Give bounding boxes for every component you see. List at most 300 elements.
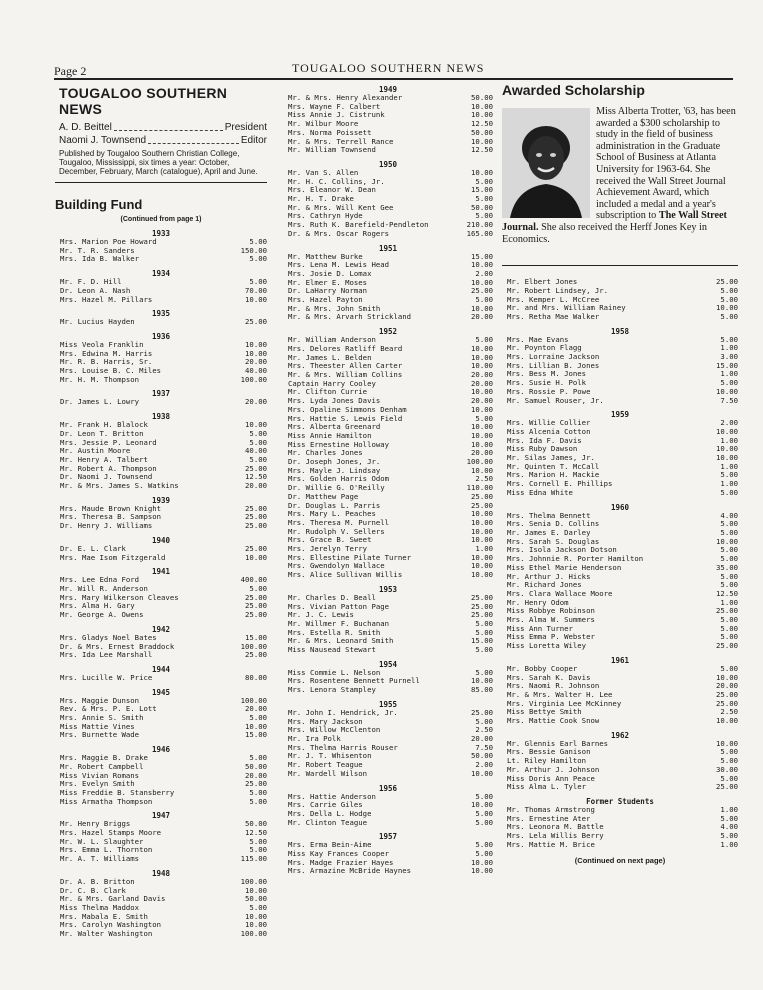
donor-row: [283, 629, 493, 638]
year-group: [55, 309, 267, 327]
donor-row: [55, 465, 267, 474]
donor-name: Mrs. Alma W. Summers: [507, 616, 595, 625]
donor-row: [283, 819, 493, 828]
donation-amount: 25.00: [716, 698, 738, 708]
donation-amount: 10.00: [471, 352, 493, 362]
donor-row: [502, 573, 738, 582]
donor-name: Mrs. Alma H. Gary: [60, 602, 135, 611]
donor-name: Mrs. Hazel Payton: [288, 296, 363, 305]
year-heading: 1945: [151, 687, 171, 697]
donor-row: [502, 616, 738, 625]
donor-row: [55, 398, 267, 407]
donor-row: [55, 651, 267, 660]
donor-row: [283, 178, 493, 187]
donor-row: [283, 432, 493, 441]
donation-amount: 25.00: [716, 606, 738, 616]
donation-amount: 5.00: [720, 294, 738, 304]
donation-amount: 2.50: [475, 725, 493, 735]
donor-row: [283, 111, 493, 120]
donor-row: [283, 536, 493, 545]
donor-name: Mr. & Mrs. William Collins: [288, 370, 403, 379]
donation-amount: 5.00: [475, 667, 493, 677]
donor-name: Mrs. Ruth K. Barefield-Pendleton: [288, 221, 429, 230]
year-heading: 1942: [151, 624, 171, 634]
donation-amount: 15.00: [471, 251, 493, 261]
donation-amount: 5.00: [720, 632, 738, 642]
year-group: [55, 811, 267, 864]
donation-amount: 5.00: [249, 836, 267, 846]
donation-amount: 2.00: [475, 760, 493, 770]
column-2: [283, 85, 493, 876]
donor-row: [283, 554, 493, 563]
donor-row: [283, 287, 493, 296]
donor-name: Mrs. Gwendolyn Wallace: [288, 562, 385, 571]
staff-row: [59, 134, 267, 147]
donation-amount: 110.00: [466, 483, 493, 493]
donation-amount: 5.00: [720, 615, 738, 625]
donor-row: [55, 513, 267, 522]
donor-name: Mrs. Willie Collier: [507, 419, 591, 428]
donor-name: Mrs. Emma L. Thornton: [60, 846, 153, 855]
donor-name: Mr. Robert Lindsey, Jr.: [507, 286, 609, 295]
year-group: [502, 410, 738, 497]
donor-row: [283, 850, 493, 859]
donation-amount: 5.00: [475, 618, 493, 628]
year-heading: 1933: [151, 229, 171, 238]
donation-amount: 10.00: [471, 676, 493, 686]
year-group: [283, 244, 493, 323]
donor-name: Dr. Matthew Page: [288, 492, 359, 501]
year-heading: 1961: [610, 655, 630, 665]
donor-name: Mrs. Clara Wallace Moore: [507, 589, 613, 598]
donor-name: Mrs. Golden Harris Odom: [288, 475, 390, 484]
year-group: [502, 278, 738, 322]
donor-row: [55, 921, 267, 930]
donor-row: [283, 528, 493, 537]
donor-row: [283, 212, 493, 221]
donor-row: [283, 253, 493, 262]
donor-row: [283, 475, 493, 484]
donor-name: Mrs. Jerelyn Terry: [288, 545, 368, 554]
donation-amount: 100.00: [240, 929, 267, 939]
donor-row: [283, 545, 493, 554]
donation-amount: 100.00: [240, 641, 267, 651]
donation-amount: 10.00: [471, 552, 493, 562]
donation-amount: 5.00: [720, 334, 738, 344]
donor-name: Mr. Samuel Rouser, Jr.: [507, 396, 604, 405]
donor-name: Miss Alcenia Cotton: [507, 427, 591, 436]
donor-name: Dr. Leon A. Nash: [60, 286, 131, 295]
donor-row: [55, 238, 267, 247]
donor-row: [502, 480, 738, 489]
donation-amount: 1.00: [720, 369, 738, 379]
donation-amount: 165.00: [466, 228, 493, 238]
donor-name: Mrs. Hazel M. Pillars: [60, 295, 153, 304]
donation-amount: 80.00: [245, 672, 267, 682]
donation-amount: 20.00: [245, 704, 267, 714]
donor-row: [502, 463, 738, 472]
donor-name: Mrs. Rossie P. Powe: [507, 387, 591, 396]
year-heading: 1960: [610, 502, 630, 512]
donation-amount: 5.00: [249, 277, 267, 287]
page-label: Page 2: [54, 64, 87, 78]
donation-amount: 1.00: [720, 839, 738, 849]
donation-amount: 10.00: [471, 260, 493, 270]
donor-name: Dr. Naomi J. Townsend: [60, 473, 153, 482]
donor-name: Mrs. Hattie S. Lewis Field: [288, 414, 403, 423]
donor-row: [55, 878, 267, 887]
year-group: [55, 229, 267, 264]
donation-amount: 1.00: [720, 461, 738, 471]
donor-name: Miss Loretta Wiley: [507, 642, 587, 651]
year-group: [283, 85, 493, 155]
year-heading: 1947: [151, 811, 171, 821]
donor-name: Mr. Willmer F. Buchanan: [288, 619, 390, 628]
donor-row: [502, 313, 738, 322]
donor-name: Mrs. Ida F. Davis: [507, 436, 582, 445]
donor-row: [55, 430, 267, 439]
donation-amount: 5.00: [249, 583, 267, 593]
donor-row: [502, 287, 738, 296]
donor-row: [283, 441, 493, 450]
donor-row: [502, 682, 738, 691]
donation-amount: 10.00: [471, 561, 493, 571]
donor-row: [55, 772, 267, 781]
donor-name: Mrs. Burnette Wade: [60, 731, 140, 740]
donation-amount: 25.00: [471, 707, 493, 717]
donor-row: [502, 665, 738, 674]
year-heading: 1941: [151, 567, 171, 577]
donor-name: Mr. Henry A. Talbert: [60, 455, 148, 464]
year-heading: 1958: [610, 326, 630, 336]
donation-amount: 10.00: [471, 136, 493, 146]
donor-name: Mrs. Sarah S. Douglas: [507, 537, 600, 546]
donor-row: [502, 783, 738, 792]
year-heading: 1952: [378, 327, 398, 337]
donor-name: Captain Harry Cooley: [288, 379, 376, 388]
donor-row: [502, 708, 738, 717]
donation-amount: 20.00: [471, 448, 493, 458]
donor-name: Miss Alma L. Tyler: [507, 783, 587, 792]
donation-amount: 40.00: [245, 446, 267, 456]
donor-name: Mrs. Maude Brown Knight: [60, 504, 162, 513]
donor-name: Mrs. Bess M. Jones: [507, 370, 587, 379]
donor-row: [55, 473, 267, 482]
journal-name: The Wall Street Journal.: [502, 210, 727, 233]
year-group: [283, 327, 493, 580]
year-group: [55, 745, 267, 806]
donation-amount: 85.00: [471, 685, 493, 695]
donor-name: Dr. E. L. Clark: [60, 544, 126, 553]
donation-amount: 100.00: [466, 457, 493, 467]
donor-name: Miss Ernestine Holloway: [288, 440, 390, 449]
donation-amount: 7.50: [475, 742, 493, 752]
donation-amount: 50.00: [245, 761, 267, 771]
donor-row: [283, 415, 493, 424]
donor-name: Mr. James E. Darley: [507, 529, 591, 537]
donation-amount: 10.00: [471, 800, 493, 810]
donation-amount: 10.00: [245, 885, 267, 895]
donor-row: [55, 482, 267, 491]
scholarship-text-part: Miss Alberta Trotter, '63, has been awarded a $300 scholarship to study in the field of business administration in the Graduate School of Business at Atlanta University for 1963-64. She received the Wall Street Journal Achievement Award, which included a medal and a year's subscription to: [596, 106, 736, 222]
donation-amount: 25.00: [716, 782, 738, 792]
staff-list: [59, 121, 267, 147]
donation-amount: 10.00: [471, 404, 493, 414]
donor-row: [55, 674, 267, 683]
donation-amount: 115.00: [240, 854, 267, 864]
donor-row: [502, 625, 738, 634]
donor-row: [283, 388, 493, 397]
donor-name: Mr. Robert A. Thompson: [60, 464, 157, 473]
donation-amount: 10.00: [471, 526, 493, 536]
donation-amount: 25.00: [471, 601, 493, 611]
donation-amount: 5.00: [720, 519, 738, 529]
donor-list-col3: [502, 278, 738, 849]
donor-name: Mr. Henry Briggs: [60, 820, 131, 829]
dash-leader: [114, 121, 223, 131]
donor-name: Mrs. Norma Poissett: [288, 128, 372, 137]
year-group: [283, 832, 493, 876]
donor-name: Mrs. Cornell E. Phillips: [507, 480, 613, 489]
donation-amount: 12.50: [245, 828, 267, 838]
donor-name: Miss Mattie Vines: [60, 722, 135, 731]
donor-name: Mr. George A. Owens: [60, 611, 144, 620]
donation-amount: 25.00: [716, 689, 738, 699]
donation-amount: 10.00: [471, 101, 493, 111]
donation-amount: 10.00: [716, 738, 738, 748]
donor-name: Mrs. Annie S. Smith: [60, 714, 144, 723]
donation-amount: 10.00: [716, 444, 738, 454]
donor-row: [55, 643, 267, 652]
donation-amount: 20.00: [471, 378, 493, 388]
donor-row: [55, 376, 267, 385]
donor-name: Mrs. Madge Frazier Hayes: [288, 858, 394, 867]
donation-amount: 210.00: [466, 220, 493, 230]
donor-row: [283, 103, 493, 112]
donation-amount: 15.00: [471, 636, 493, 646]
donor-row: [502, 633, 738, 642]
donor-name: Miss Ann Turner: [507, 624, 573, 633]
donation-amount: 5.00: [475, 295, 493, 305]
donation-amount: 5.00: [720, 487, 738, 497]
donor-name: Mr. and Mrs. William Rainey: [507, 304, 626, 313]
donor-row: [283, 230, 493, 239]
year-group: [502, 327, 738, 406]
donor-name: Mrs. Alice Sullivan Willis: [288, 571, 403, 580]
donation-amount: 5.00: [249, 796, 267, 806]
donor-row: [55, 350, 267, 359]
donor-name: Mrs. Opaline Simmons Denham: [288, 405, 407, 414]
donor-row: [283, 502, 493, 511]
year-group: [55, 869, 267, 939]
donor-name: Mr. Lucius Hayden: [60, 318, 135, 327]
donor-row: [283, 718, 493, 727]
donor-name: Mrs. Theresa B. Sampson: [60, 513, 162, 522]
donor-name: Miss Emma P. Webster: [507, 633, 595, 642]
donor-row: [283, 279, 493, 288]
donor-row: [55, 887, 267, 896]
year-group: [283, 784, 493, 828]
donor-row: [283, 594, 493, 603]
donor-row: [55, 855, 267, 864]
donor-name: Mr. Poynton Flagg: [507, 344, 582, 353]
donation-amount: 10.00: [471, 110, 493, 120]
donation-amount: 25.00: [471, 491, 493, 501]
donation-amount: 20.00: [245, 357, 267, 367]
donor-row: [502, 296, 738, 305]
donor-name: Mr. F. D. Hill: [60, 278, 122, 287]
donor-name: Mrs. Evelyn Smith: [60, 780, 135, 789]
donor-name: Mrs. Lillian B. Jones: [507, 361, 600, 370]
donor-row: [283, 204, 493, 213]
donor-row: [55, 731, 267, 740]
donation-amount: 5.00: [720, 378, 738, 388]
donor-name: Mrs. Leonora M. Battle: [507, 823, 604, 832]
donor-name: Dr. Willie G. O'Reilly: [288, 484, 385, 493]
donor-row: [502, 370, 738, 379]
donation-amount: 12.50: [471, 145, 493, 155]
donation-amount: 20.00: [245, 397, 267, 407]
donor-row: [283, 752, 493, 761]
donor-row: [502, 700, 738, 709]
donor-row: [55, 594, 267, 603]
donor-row: [502, 353, 738, 362]
donor-name: Dr. & Mrs. Ernest Braddock: [60, 642, 175, 651]
donor-row: [283, 620, 493, 629]
donor-name: Miss Veola Franklin: [60, 340, 144, 349]
donor-name: Mr. William Townsend: [288, 146, 376, 155]
donation-amount: 5.00: [720, 747, 738, 757]
donor-row: [55, 820, 267, 829]
donation-amount: 10.00: [471, 866, 493, 876]
donor-row: [502, 555, 738, 564]
donor-name: Mrs. Erma Bein-Aime: [288, 841, 372, 850]
year-heading: 1940: [151, 535, 171, 545]
donation-amount: 5.00: [720, 663, 738, 673]
donor-name: Mr. W. L. Slaughter: [60, 837, 144, 846]
donor-name: Mrs. Ernestine Ater: [507, 814, 591, 823]
donor-name: Mrs. Mae Evans: [507, 335, 569, 344]
donation-amount: 150.00: [240, 245, 267, 255]
donor-row: [502, 520, 738, 529]
donation-amount: 15.00: [471, 185, 493, 195]
donation-amount: 1.00: [720, 804, 738, 814]
donor-name: Mr. & Mrs. Will Kent Gee: [288, 203, 394, 212]
donor-name: Mrs. Mabala E. Smith: [60, 912, 148, 921]
donor-name: Mr. J. T. Whisenton: [288, 752, 372, 761]
donation-amount: 10.00: [716, 672, 738, 682]
donor-name: Mr. John I. Hendrick, Jr.: [288, 708, 398, 717]
donor-name: Mr. J. C. Lewis: [288, 611, 354, 620]
donation-amount: 50.00: [471, 127, 493, 137]
donor-row: [502, 471, 738, 480]
donor-name: Mrs. Mary L. Peaches: [288, 510, 376, 519]
donor-name: Mrs. Carolyn Washington: [60, 921, 162, 930]
donation-amount: 50.00: [245, 819, 267, 829]
donation-amount: 25.00: [245, 317, 267, 327]
donation-amount: 10.00: [471, 167, 493, 177]
donor-row: [55, 554, 267, 563]
donor-row: [502, 428, 738, 437]
donor-row: [55, 913, 267, 922]
donor-name: Mrs. Carrie Giles: [288, 801, 363, 810]
donor-name: Miss Kay Frances Cooper: [288, 850, 390, 859]
donation-amount: 10.00: [471, 465, 493, 475]
donor-name: Mr. James L. Belden: [288, 353, 372, 362]
year-heading: 1955: [378, 699, 398, 709]
year-group: [283, 160, 493, 239]
donation-amount: 10.00: [245, 920, 267, 930]
year-heading: 1939: [151, 495, 171, 505]
donation-amount: 10.00: [471, 535, 493, 545]
donor-row: [55, 358, 267, 367]
year-heading: 1951: [378, 243, 398, 253]
donor-name: Mrs. Ida Lee Marshall: [60, 651, 153, 660]
staff-name: A. D. Beittel: [59, 122, 112, 133]
donor-name: Mrs. Mary Jackson: [288, 717, 363, 726]
donor-row: [283, 458, 493, 467]
donation-amount: 25.00: [471, 610, 493, 620]
donation-amount: 25.00: [245, 521, 267, 531]
donor-row: [502, 823, 738, 832]
year-group: [55, 625, 267, 660]
year-group: [55, 567, 267, 620]
donor-name: Mr. & Mrs. John Smith: [288, 304, 381, 313]
donor-row: [502, 437, 738, 446]
scholarship-article: [502, 106, 738, 245]
donation-amount: 5.00: [475, 627, 493, 637]
donor-name: Mrs. Mary Wilkerson Cleaves: [60, 593, 179, 602]
donor-row: [502, 336, 738, 345]
donation-amount: 25.00: [245, 592, 267, 602]
donor-name: Mrs. Ida B. Walker: [60, 255, 140, 264]
donor-row: [55, 789, 267, 798]
donor-row: [283, 793, 493, 802]
donor-name: Mrs. Lena M. Lewis Head: [288, 261, 390, 270]
portrait-image: [502, 108, 590, 218]
donor-name: Miss Commie L. Nelson: [288, 668, 381, 677]
donor-row: [502, 304, 738, 313]
column-1: [55, 85, 267, 939]
donor-row: [55, 829, 267, 838]
donor-name: Dr. Henry J. Williams: [60, 522, 153, 531]
donation-amount: 5.00: [720, 311, 738, 321]
donation-amount: 5.00: [249, 902, 267, 912]
donor-name: Miss Freddie B. Stansberry: [60, 788, 175, 797]
donor-name: Mrs. Senia D. Collins: [507, 520, 600, 529]
donor-name: Miss Ethel Marie Henderson: [507, 563, 622, 572]
masthead-title: TOUGALOO SOUTHERN NEWS: [59, 85, 228, 117]
paper-name: TOUGALOO SOUTHERN NEWS: [292, 61, 485, 75]
donor-name: Miss Edna White: [507, 488, 573, 497]
donation-amount: 5.00: [249, 787, 267, 797]
donor-name: Dr. Douglas L. Parris: [288, 501, 381, 510]
donor-name: Mrs. Susie H. Polk: [507, 379, 587, 388]
donation-amount: 5.00: [720, 545, 738, 555]
donation-amount: 10.00: [716, 453, 738, 463]
staff-row: [59, 121, 267, 134]
donation-amount: 20.00: [471, 312, 493, 322]
donor-name: Mr. Charles Jones: [288, 449, 363, 458]
donor-name: Mrs. Delores Ratliff Beard: [288, 344, 403, 353]
donor-list-col1: [55, 229, 267, 939]
donor-name: Mr. Glennis Earl Barnes: [507, 739, 609, 748]
donation-amount: 25.00: [471, 286, 493, 296]
year-group: [502, 797, 738, 850]
donor-name: Mrs. Grace B. Sweet: [288, 536, 372, 545]
donation-amount: 10.00: [471, 277, 493, 287]
donor-row: [283, 354, 493, 363]
